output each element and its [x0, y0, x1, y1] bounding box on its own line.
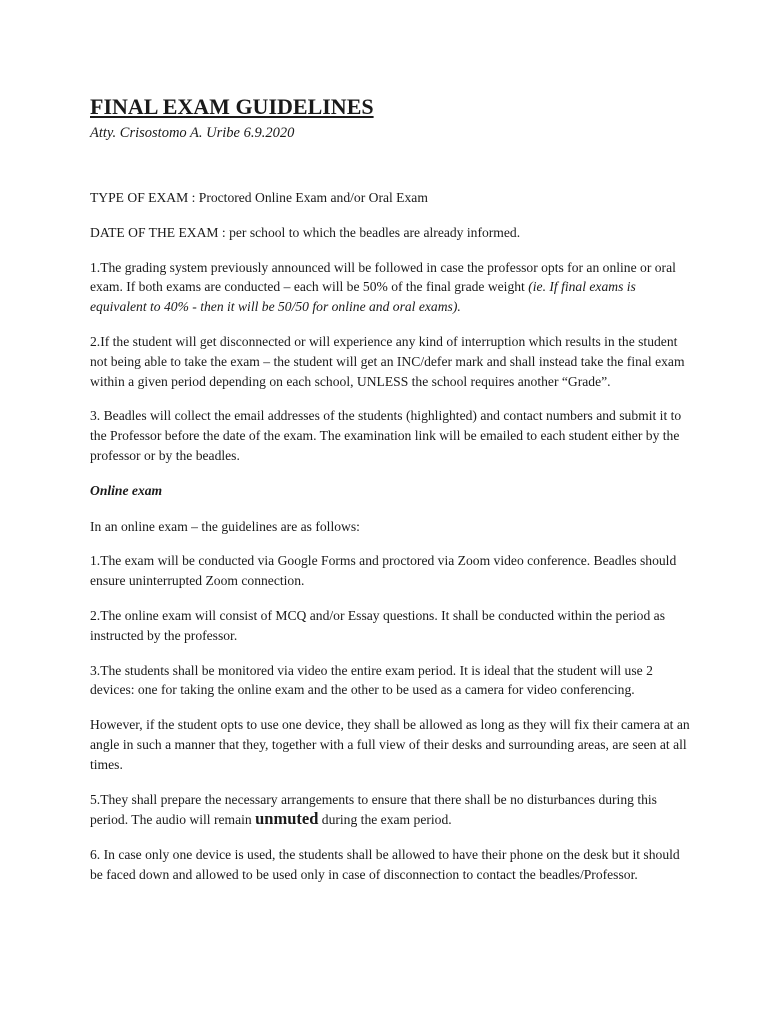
online-item-5-post: during the exam period.	[318, 812, 452, 828]
online-item-5-pre: 5.They shall prepare the necessary arrangements to ensure that there shall be no disturbances during this period. The audio will remain	[90, 791, 657, 828]
online-item-3: 3.The students shall be monitored via video the entire exam period. It is ideal that the student will use 2 devices: one for taking the online exam and the other to be used as a camera for video conferencing.	[90, 662, 653, 698]
item-1-italic: (ie. If final exams is equivalent to 40% - then it will be 50/50 for online and oral exams).	[90, 279, 636, 315]
item-2: 2.If the student will get disconnected or will experience any kind of interruption which results in the student not being able to take the exam – the student will get an INC/defer mark and shall instead take the final exam within a given period depending on each school, UNLESS the school requires another “Grade”.	[90, 333, 685, 389]
however-paragraph: However, if the student opts to use one device, they shall be allowed as long as they will fix their camera at an angle in such a manner that they, together with a full view of their desks and surrounding areas, are seen at all times.	[90, 717, 690, 772]
online-item-2: 2.The online exam will consist of MCQ and/or Essay questions. It shall be conducted within the period as instructed by the professor.	[90, 607, 665, 643]
online-item-5	[90, 790, 690, 831]
item-1-text: 1.The grading system previously announced will be followed in case the professor opts for an online or oral exam. If both exams are conducted – each will be 50% of the final grade weight	[90, 259, 676, 295]
type-of-exam: TYPE OF EXAM : Proctored Online Exam and/or Oral Exam	[90, 190, 428, 205]
spacer	[90, 143, 690, 188]
date-of-exam: DATE OF THE EXAM : per school to which the beadles are already informed.	[90, 224, 521, 240]
online-item-6: 6. In case only one device is used, the students shall be allowed to have their phone on the desk but it should be faced down and allowed to be used only in case of disconnection to contact the beadles/Professor.	[90, 847, 680, 882]
author-line: Atty. Crisostomo A. Uribe 6.9.2020	[90, 125, 295, 141]
online-exam-heading: Online exam	[90, 482, 163, 498]
document-page	[90, 94, 690, 900]
item-3: 3. Beadles will collect the email addresses of the students (highlighted) and contact numbers and submit it to the Professor before the date of the exam. The examination link will be emailed to each student either by the professor or by the beadles.	[90, 408, 682, 463]
item-1	[90, 258, 690, 317]
online-intro: In an online exam – the guidelines are as follows:	[90, 518, 360, 534]
document-title: FINAL EXAM GUIDELINES	[90, 94, 374, 119]
unmuted-emphasis: unmuted	[255, 809, 319, 829]
online-item-1: 1.The exam will be conducted via Google Forms and proctored via Zoom video conference. Beadles should ensure uninterrupted Zoom connection.	[90, 553, 677, 589]
